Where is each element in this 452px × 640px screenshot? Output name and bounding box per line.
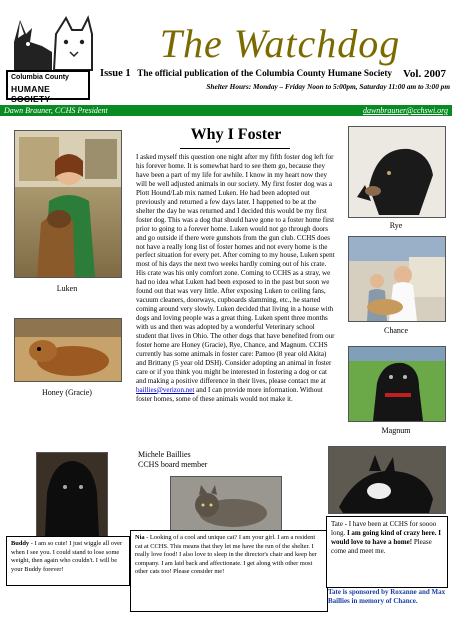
nia-name: Nia <box>135 534 145 541</box>
buddy-name: Buddy <box>11 540 30 547</box>
rye-photo <box>348 126 446 218</box>
buddy-card <box>6 536 130 586</box>
tate-plea: I am going kind of crazy here. I would love to have a home! <box>331 529 441 546</box>
nia-description: - Looking of a cool and unique cat? I am your girl. I am a resident cat at CCHS. This means that they let me have the run of the shelter. I really love food! I also love to sleep in the director's chair and keep her company. I am laid back and affectionate. I get along with other most other cats too! Please consider me! <box>135 534 317 575</box>
luken-caption: Luken <box>56 284 78 293</box>
issue-number: Issue 1 <box>100 68 131 79</box>
rye-caption: Rye <box>389 221 403 230</box>
president-name: Dawn Brauner, CCHS President <box>4 106 108 115</box>
tate-card <box>326 516 448 588</box>
honey-caption: Honey (Gracie) <box>42 388 92 397</box>
chance-caption: Chance <box>384 326 408 335</box>
nia-card <box>130 530 328 612</box>
shelter-hours: Shelter Hours: Monday – Friday Noon to 5:00pm, Saturday 11:00 am to 3:00 pm <box>206 82 450 91</box>
tate-closing: Please come and meet me. <box>331 538 432 555</box>
dog-cat-silhouette-icon <box>6 12 96 72</box>
logo-humane-text: HUMANE SOCIETY <box>11 84 51 104</box>
chance-photo <box>348 236 446 322</box>
volume-label: Vol. 2007 <box>403 68 446 80</box>
logo-nameplate <box>6 70 90 104</box>
issue-line <box>100 68 450 79</box>
publication-tagline: The official publication of the Columbia County Humane Society <box>137 68 392 78</box>
logo-county-text: Columbia County <box>11 74 69 81</box>
tate-sponsor-note: Tate is sponsored by Roxanne and Max Baillies in memory of Chance. <box>328 588 446 605</box>
magnum-photo <box>348 346 446 422</box>
foster-contact-email-link[interactable]: baillies@verizon.net <box>136 385 195 394</box>
article-body <box>136 153 336 404</box>
buddy-description: - I am so cute! I just wiggle all over when I see you. I could stand to lose some weight, then again who couldn't. I will be your Buddy forever! <box>11 540 123 573</box>
masthead-title: The Watchdog <box>159 21 401 66</box>
magnum-caption: Magnum <box>381 426 411 435</box>
title-underline <box>180 148 290 149</box>
cchs-logo <box>6 12 96 104</box>
article-paragraph-end: and I can provide more information. Without foster homes, some of these animals would not make it. <box>136 385 323 403</box>
tate-intro: Tate - I have been at CCHS for soooo long. <box>331 520 437 537</box>
honey-photo <box>14 318 122 382</box>
article-title: Why I Foster <box>190 126 282 143</box>
tate-photo <box>328 446 446 514</box>
article-signature <box>138 450 288 470</box>
luken-photo <box>14 130 122 278</box>
nia-photo <box>170 476 282 534</box>
signature-title: CCHS board member <box>138 460 208 469</box>
buddy-photo <box>36 452 108 538</box>
president-email-link[interactable]: dawnbrauner@cchswi.org <box>362 106 448 115</box>
article-paragraph: I asked myself this question one night after my fifth foster dog left for his forever home. It is somewhat hard to see them go, because they have been a part of my life for awhile. I know in my heart now they will be well adjusted animals in our society. My first foster dog was a Plott Hound/Lab mix named Luken. He had been adopted out previously and returned a few days later. I happened to be at the shelter the day he was returned and I decided this would be my first foster dog. This was a dog that should have gone to a foster home first prior to going to a forever home. Luken would not go through doors and go outside if there were gunshots from the gun club. CCHS does not have a really long list of foster homes and not every home is the perfect situation for every pet. After coming to my house, Luken spent most of his days the next two weeks hardly coming out of his crate. His crate was his only comfort zone. Coming to CCHS as a stray, we had no idea what Luken had been exposed to in the past but soon we found out that was very little. After exposing Luken to ceiling fans, vacuum cleaners, doorways, cupboards slamming, etc., he started coming around very slowly. Luken decided that living in a house with dogs and loving people was a great thing. Luken spent three months with us and then was adopted by a wonderful Veterinary school student that lives in Ohio. The other dogs that have benefited from our foster home are Honey (Gracie), Rye, Chance, and Magnum. CCHS currently has some animals in foster care: Pamoo (8 year old Akita) and Brittany (5 year old DSH). Consider adopting an animal in foster care or if you think you might be interested in fostering a dog or cat and making a positive difference in their lives, please contact me at <box>136 153 335 385</box>
president-bar <box>0 105 452 116</box>
signature-name: Michele Baillies <box>138 450 191 459</box>
